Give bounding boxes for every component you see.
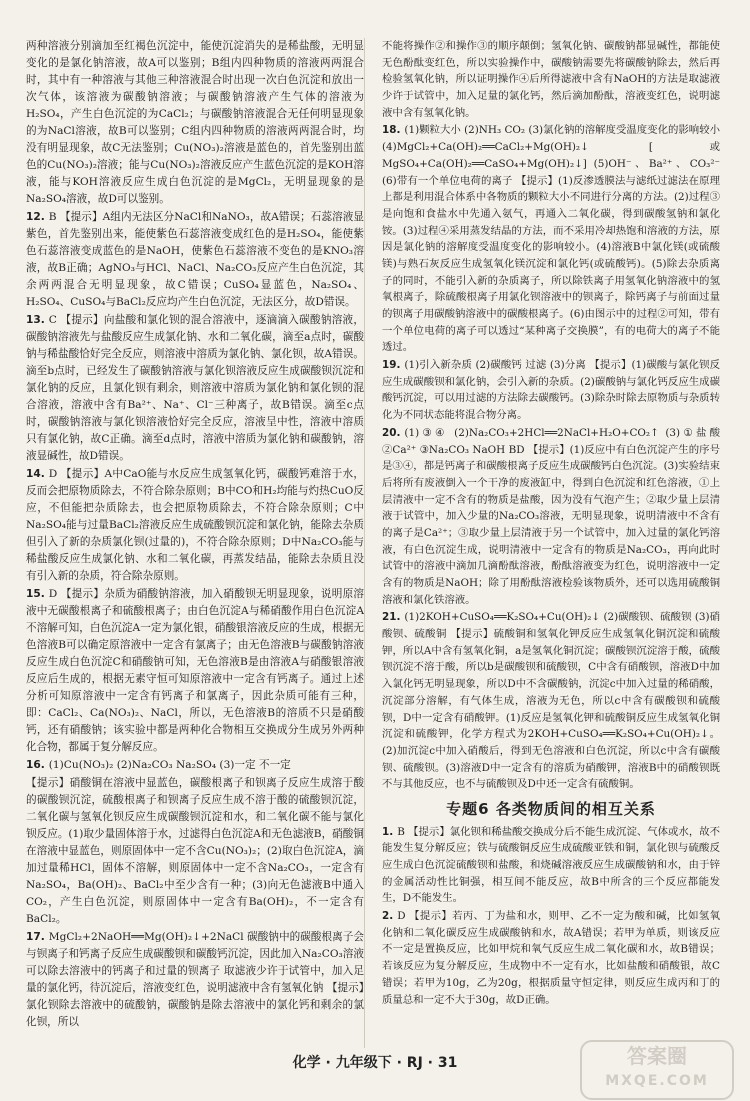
watermark-line1: 答案圈 bbox=[627, 1044, 687, 1068]
item-number: 15. bbox=[26, 588, 45, 600]
section-title: 专题6 各类物质间的相互关系 bbox=[446, 799, 656, 818]
item-text: (1)引入新杂质 (2)碳酸钙 过滤 (3)分离 【提示】(1)碳酸与氯化钡反应生成碳酸钡和氯化钠，会引入新的杂质。(2)碳酸钠与氯化钙反应生成碳酸钙沉淀，可以用过滤的方法除去碳酸钙。(3)除杂时除去原物质与杂质转化为不同状态能将混合物分离。 bbox=[382, 359, 720, 422]
answer-continuation bbox=[26, 775, 364, 928]
item-text: 不能将操作②和操作③的顺序颠倒；氢氧化钠、碳酸钠都显碱性，都能使无色酚酞变红色，所以实验操作中，碳酸钠需要先将碳酸钠除去，然后再检验氢氧化钠，所以证明操作④后所得滤液中含有NaOH的方法是取滤液少许于试管中，加入足量的氯化钙，然后滴加酚酞，溶液变红色，说明滤液中含有氢氧化钠。 bbox=[382, 40, 720, 119]
item-text: (1)Cu(NO₃)₂ (2)Na₂CO₃ Na₂SO₄ (3)一定 不一定 bbox=[48, 759, 291, 771]
answer-item bbox=[26, 586, 364, 756]
item-number: 17. bbox=[26, 931, 45, 943]
item-text: D 【提示】杂质为硝酸钠溶液，加入硝酸钡无明显现象，说明原溶液中无碳酸根离子和硫酸根离子；由白色沉淀A与稀硝酸作用白色沉淀A不溶解可知，白色沉淀A一定为氯化银，硝酸银溶液反应的生成，根据无色溶液B可以确定原溶液中一定含有氯离子；由无色溶液B与碳酸钠溶液反应生成白色沉淀C和硝酸钠可知，无色溶液B是由溶液A与硝酸银溶液反应后生成的，根据无素守恒可知原溶液中一定含有钙离子。通过上述分析可知原溶液中一定含有钙离子和氯离子，因此杂质可能有三种，即：CaCl₂、Ca(NO₃)₂、NaCl，所以，无色溶液B的溶质不只是硝酸钙，还有硝酸钠；该实验中都是两种化合物相互交换成分生成另外两种化合物，都属于复分解反应。 bbox=[26, 588, 364, 753]
answer-item bbox=[26, 209, 364, 311]
answer-item bbox=[382, 908, 720, 1008]
column-divider bbox=[364, 38, 365, 1048]
item-number: 18. bbox=[382, 124, 401, 137]
item-number: 21. bbox=[382, 611, 401, 624]
item-text: (1)颗粒大小 (2)NH₃ CO₂ (3)氯化钠的溶解度受温度变化的影响较小 (4)MgCl₂+Ca(OH)₂══CaCl₂+Mg(OH)₂↓ [或MgSO₄+Ca(OH)₂══CaSO₄+Mg(OH)₂↓] (5)OH⁻、Ba²⁺、CO₃²⁻ (6)带有一个单位电荷的离子 【提示】(1)反渗透膜法与滤纸过滤法在原理上都是利用混合体系中各物质的颗粒大小不同进行分离的方法。(2)过程③是向饱和食盐水中先通入氨气，再通入二氧化碳，得到碳酸氢钠和氯化铵。(3)过程④采用蒸发结晶的方法，而不采用冷却热饱和溶液的方法，原因是氯化钠的溶解度受温度变化的影响较小。(4)溶液B中氯化镁(或硫酸镁)与熟石灰反应生成氢氧化镁沉淀和氯化钙(或硫酸钙)。(5)除去杂质离子的同时，不能引入新的杂质离子，所以除铁离子用氢氧化钠溶液中的氢氧根离子，除硫酸根离子用氯化钡溶液中的钡离子，除钙离子与前面过量的钡离子用碳酸钠溶液中的碳酸根离子。(6)由图示中的过程②可知，带有一个单位电荷的离子可以透过“某种离子交换膜”，有的电荷大的离子不能透过。 bbox=[382, 124, 720, 354]
item-text: 【提示】硝酸铜在溶液中显蓝色，碳酸根离子和钡离子反应生成溶于酸的碳酸钡沉淀，硫酸根离子和钡离子反应生成不溶于酸的硫酸钡沉淀，二氧化碳与氢氧化钡反应生成碳酸钡沉淀和水，和二氧化碳不能与氯化钡反应。(1)取少量固体溶于水，过滤得白色沉淀A和无色滤液B，硝酸铜在溶液中显蓝色，则原固体中一定不含Cu(NO₃)₂；(2)取白色沉淀A，滴加过量稀HCl，固体不溶解，则原固体中一定不含Na₂CO₃，一定含有Na₂SO₄，Ba(OH)₂、BaCl₂中至少含有一种；(3)向无色滤液B中通入CO₂，产生白色沉淀，则原固体中一定含有Ba(OH)₂，不一定含有BaCl₂。 bbox=[26, 777, 364, 925]
watermark-logo bbox=[580, 1040, 734, 1100]
item-text: MgCl₂+2NaOH══Mg(OH)₂↓+2NaCl 碳酸钠中的碳酸根离子会与钡离子和钙离子反应生成碳酸钡和碳酸钙沉淀，因此加入Na₂CO₃溶液可以除去溶液中的钙离子和过量的钡离子 取滤液少许于试管中，加入足量的氯化钙，待沉淀后，溶液变红色，说明滤液中含有氢氧化钠 【提示】氯化钡除去溶液中的硫酸钠，碳酸钠是除去溶液中的氯化钙和剩余的氯化钡，所以 bbox=[26, 931, 364, 1028]
item-number: 1. bbox=[382, 825, 394, 838]
answer-item bbox=[26, 466, 364, 585]
right-items bbox=[382, 38, 720, 793]
answer-continuation bbox=[382, 38, 720, 121]
item-number: 13. bbox=[26, 314, 45, 326]
item-text: B 【提示】氯化钡和稀盐酸交换成分后不能生成沉淀、气体或水，故不能发生复分解反应；铁与硫酸铜反应生成硫酸亚铁和铜，氯化钡与硫酸反应生成白色沉淀硫酸钡和盐酸，和烧碱溶液反应生成碳酸钠和水，由于锌的金属活动性比铜强，相互间不能反应，故B中所含的三个反应都能发生，D不能发生。 bbox=[382, 825, 720, 905]
item-text: (1)2KOH+CuSO₄══K₂SO₄+Cu(OH)₂↓ (2)碳酸钡、硫酸钡 (3)硝酸钡、硫酸铜 【提示】硫酸铜和氢氧化钾反应生成氢氧化铜沉淀和硫酸钾，所以A中含有氢氧化铜，a是氢氧化铜沉淀；碳酸钡沉淀溶于酸，硫酸钡沉淀不溶于酸，所以b是碳酸钡和硫酸钡，C中含有硝酸钡，溶液D中加入氯化钙无明显现象，所以D中不含碳酸钠，沉淀c中加入过量的稀硝酸，沉淀部分溶解，有气体生成，溶液为无色，所以c中含有碳酸钡和硫酸钡，D中一定含有硝酸钾。(1)反应是氢氧化钾和硫酸铜反应生成氢氧化铜沉淀和硫酸钾，化学方程式为2KOH+CuSO₄══K₂SO₄+Cu(OH)₂↓。(2)加沉淀c中加入硝酸后，得到无色溶液和白色沉淀，所以c中含有碳酸钡、硫酸钡。(3)溶液D中一定含有的溶质为硝酸钾，溶液B中的硝酸钡既不与其他反应，也不与硫酸钡及D中还一定含有硫酸铜。 bbox=[382, 611, 720, 791]
answer-item bbox=[382, 609, 720, 793]
item-number: 14. bbox=[26, 468, 45, 480]
section-items bbox=[382, 824, 720, 1009]
watermark-line2: MXQE.COM bbox=[605, 1073, 709, 1089]
answer-item bbox=[382, 425, 720, 609]
item-text: B 【提示】A组内无法区分NaCl和NaNO₃，故A错误；石蕊溶液显紫色，首先鉴别出来，能使紫色石蕊溶液变成红色的是H₂SO₄，能使紫色石蕊溶液变成蓝色的是NaOH，使紫色石蕊溶液不变色的是KNO₃溶液，故B正确；AgNO₃与HCl、NaCl、Na₂CO₃反应产生白色沉淀，其余两两混合无明显现象，故C错误；CuSO₄显蓝色，Na₂SO₄、H₂SO₄、CuSO₄与BaCl₂反应均产生白色沉淀，无法区分，故D错误。 bbox=[26, 211, 364, 308]
answer-item bbox=[382, 122, 720, 356]
page-footer: 化学 · 九年级下 · RJ · 31 bbox=[292, 1055, 458, 1071]
answer-item bbox=[26, 312, 364, 465]
item-number: 12. bbox=[26, 211, 45, 223]
right-column bbox=[382, 38, 720, 1009]
answer-item bbox=[26, 757, 364, 774]
answer-item bbox=[382, 824, 720, 907]
left-column bbox=[26, 38, 364, 1032]
item-text: D 【提示】A中CaO能与水反应生成氢氧化钙，碳酸钙难溶于水，反而会把原物质除去，不符合除杂原则；B中CO和H₂均能与灼热CuO反应，不但能把杂质除去，也会把原物质除去，不符合除杂原则；C中Na₂SO₄能与过量BaCl₂溶液反应生成硫酸钡沉淀和氯化钠，能除去杂质但引入了新的杂质氯化钡(过量的)，不符合除杂原则；D中Na₂CO₃能与稀盐酸反应生成氯化钠、水和二氧化碳，再蒸发结晶，能除去杂质且没有引入新的杂质，符合除杂原则。 bbox=[26, 468, 364, 582]
item-text: 两种溶液分别滴加至红褐色沉淀中，能使沉淀消失的是稀盐酸，无明显变化的是氯化钠溶液，故A可以鉴别；B组内四种物质的溶液两两混合时，其中有一种溶液与其他三种溶液混合时出现一次白色沉淀和放出一次气体，该溶液为碳酸钠溶液；与碳酸钠溶液产生气体的溶液为H₂SO₄，产生白色沉淀的为CaCl₂；与碳酸钠溶液混合无任何明显现象的为NaCl溶液，故B可以鉴别；C组内四种物质的溶液两两混合时，均没有明显现象，故C无法鉴别；Cu(NO₃)₂溶液是蓝色的，首先鉴别出蓝色的Cu(NO₃)₂溶液；能与Cu(NO₃)₂溶液反应产生蓝色沉淀的是KOH溶液，能与KOH溶液反应生成白色沉淀的是MgCl₂，无明显现象的是Na₂SO₄溶液，故D可以鉴别。 bbox=[26, 40, 364, 205]
item-text: (1)③④ (2)Na₂CO₃+2HCl══2NaCl+H₂O+CO₂↑ (3)①盐酸 ②Ca²⁺ ③Na₂CO₃ NaOH BD 【提示】(1)反应中有白色沉淀产生的序号是③④，都是钙离子和碳酸根离子反应生成碳酸钙白色沉淀。(3)实验结束后将所有废液倒入一个干净的废液缸中，得到白色沉淀和红色溶液，①上层清液中一定不含有的物质是盐酸，因为没有气泡产生；②取少量上层清液于试管中，加入少量的Na₂CO₃溶液，无明显现象，说明清液中不含有的离子是Ca²⁺；③取少量上层清液于另一个试管中，加入过量的氯化钙溶液，有白色沉淀生成，说明清液中一定含有的物质是Na₂CO₃，再向此时试管中的溶液中滴加几滴酚酞溶液，酚酞溶液变为红色，说明溶液中一定含有的物质是NaOH；除了用酚酞溶液检验该物质外，还可以选用硫酸铜溶液和氯化铁溶液。 bbox=[382, 426, 720, 606]
item-number: 2. bbox=[382, 910, 394, 923]
item-text: C 【提示】向盐酸和氯化钡的混合溶液中，逐滴滴入碳酸钠溶液，碳酸钠溶液先与盐酸反应生成氯化钠、水和二氧化碳，滴至a点时，碳酸钠与稀盐酸恰好完全反应，则溶液中溶质为氯化钠、氯化钡，故A错误。滴至b点时，已经发生了碳酸钠溶液与氯化钡溶液反应生成碳酸钡沉淀和氯化钠的反应，且氯化钡有剩余，则溶液中溶质为氯化钠和氯化钡的混合溶液，溶液中含有Ba²⁺、Na⁺、Cl⁻三种离子，故B错误。滴至c点时，碳酸钠溶液与氯化钡溶液恰好完全反应，溶液呈中性，溶液中溶质只有氯化钠，故C正确。滴至d点时，溶液中溶质为氯化钠和碳酸钠，溶液显碱性，故D错误。 bbox=[26, 314, 364, 462]
item-text: D 【提示】若丙、丁为盐和水，则甲、乙不一定为酸和碱，比如氢氧化钠和二氧化碳反应生成碳酸钠和水，故A错误；若甲为单质，则该反应不一定是置换反应，比如甲烷和氧气反应生成二氧化碳和水，故B错误；若该反应为复分解反应，生成物中不一定有水，比如盐酸和硝酸银，故C错误；若甲为10g，乙为20g，根据质量守恒定律，则反应生成丙和丁的质量总和一定不大于30g，故D正确。 bbox=[382, 910, 720, 1006]
answer-item bbox=[26, 929, 364, 1031]
answer-continuation bbox=[26, 38, 364, 208]
item-number: 19. bbox=[382, 359, 401, 372]
answer-item bbox=[382, 357, 720, 424]
item-number: 20. bbox=[382, 426, 401, 439]
item-number: 16. bbox=[26, 759, 45, 771]
